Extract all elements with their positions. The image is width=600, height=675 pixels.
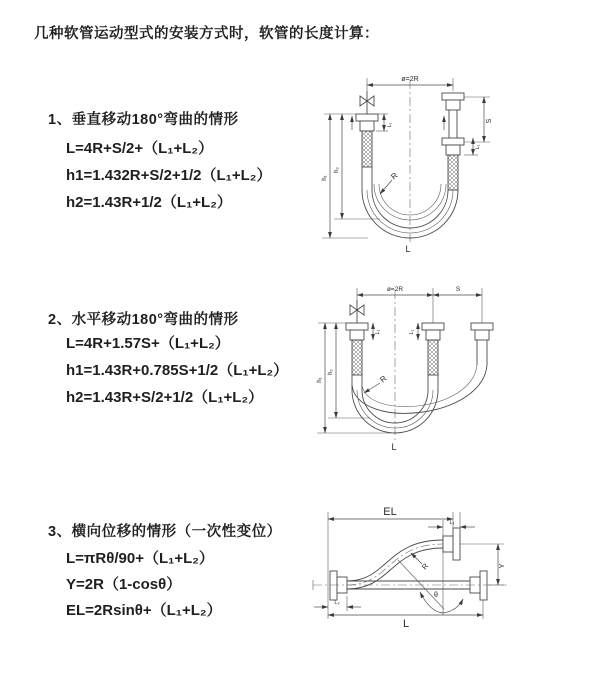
dim-label-fitting-left: L₁ xyxy=(375,329,381,335)
formula-h2: h2=1.43R+S/2+1/2（L₁+L₂） xyxy=(66,389,264,406)
flange-middle xyxy=(422,323,444,330)
flange-right-upper xyxy=(442,93,464,100)
section-1-formulas xyxy=(66,135,271,216)
flange-left xyxy=(356,114,378,121)
formula-h1: h1=1.432R+S/2+1/2（L₁+L₂） xyxy=(66,167,272,184)
flange-left-hub xyxy=(350,330,364,340)
diagram-vertical-movement xyxy=(308,66,558,267)
hose-arc-moved-outer xyxy=(352,365,487,413)
flange-right-hub xyxy=(475,330,489,340)
flange-right-lower xyxy=(442,138,464,145)
dim-label-length: L xyxy=(402,618,410,630)
braided-hose-right xyxy=(448,155,458,190)
dim-label-effective-length: EL xyxy=(383,506,397,518)
section-1-heading: 1、垂直移动180°弯曲的情形 xyxy=(48,112,239,128)
flange-upper-hub xyxy=(443,536,453,552)
label-radius: R xyxy=(419,561,431,572)
flange-left xyxy=(346,323,368,330)
label-angle: θ xyxy=(434,592,438,599)
formula-length: L=πRθ/90+（L₁+L₂） xyxy=(66,550,214,567)
dim-label-fitting-right: L₁ xyxy=(475,144,481,150)
diagram-lateral-displacement xyxy=(300,500,590,660)
formula-length: L=4R+1.57S+（L₁+L₂） xyxy=(66,335,230,352)
formula-h2: h2=1.43R+1/2（L₁+L₂） xyxy=(66,194,232,211)
dim-label-h1: h₁ xyxy=(322,175,328,181)
dim-label-fitting-left: L₂ xyxy=(334,600,340,606)
braided-hose-left xyxy=(352,340,362,375)
dim-label-diameter: ø=2R xyxy=(401,76,419,83)
label-radius: R xyxy=(378,373,389,385)
dim-label-stroke: S xyxy=(455,286,461,293)
section-2-heading: 2、水平移动180°弯曲的情形 xyxy=(48,312,239,328)
dim-label-fitting-mid: L₁ xyxy=(409,329,415,335)
diagram-horizontal-movement xyxy=(312,280,574,465)
label-length: L xyxy=(405,244,411,254)
dim-label-fitting-top: L₁ xyxy=(449,520,455,526)
flange-right-lower-hub xyxy=(446,145,460,155)
flange-left xyxy=(330,571,337,600)
flange-right xyxy=(471,323,493,330)
flange-right xyxy=(480,571,487,600)
braided-hose-left xyxy=(362,131,372,167)
formula-offset: Y=2R（1-cosθ） xyxy=(66,576,182,593)
flange-right-upper-hub xyxy=(446,100,460,110)
radius-leader xyxy=(364,383,380,393)
angle-arc xyxy=(420,592,463,613)
dim-label-h2: h₂ xyxy=(328,369,334,375)
dim-label-fitting-left: L₁ xyxy=(387,122,393,128)
section-3-heading: 3、横向位移的情形（一次性变位） xyxy=(48,524,282,540)
page-title: 几种软管运动型式的安装方式时，软管的长度计算： xyxy=(34,26,379,42)
formula-length: L=4R+S/2+（L₁+L₂） xyxy=(66,140,214,157)
section-2-formulas xyxy=(66,330,288,411)
braided-hose-middle xyxy=(428,340,438,375)
formula-effective-length: EL=2Rsinθ+（L₁+L₂） xyxy=(66,602,222,619)
label-radius: R xyxy=(389,170,400,182)
section-3-formulas xyxy=(66,546,222,624)
valve-icon xyxy=(360,91,374,114)
formula-h1: h1=1.43R+0.785S+1/2（L₁+L₂） xyxy=(66,362,289,379)
dim-label-stroke: S xyxy=(486,118,493,124)
valve-icon xyxy=(350,300,364,323)
flange-upper xyxy=(453,528,460,560)
flange-middle-hub xyxy=(426,330,440,340)
radius-leader xyxy=(380,180,392,194)
dim-label-offset: Y xyxy=(497,563,506,569)
label-length: L xyxy=(391,442,397,452)
dim-label-diameter: ø=2R xyxy=(386,286,404,293)
dim-label-h2: h₂ xyxy=(334,167,340,173)
dim-label-h1: h₁ xyxy=(317,377,323,383)
radius-leader xyxy=(411,553,422,564)
flange-left-hub xyxy=(360,121,374,131)
